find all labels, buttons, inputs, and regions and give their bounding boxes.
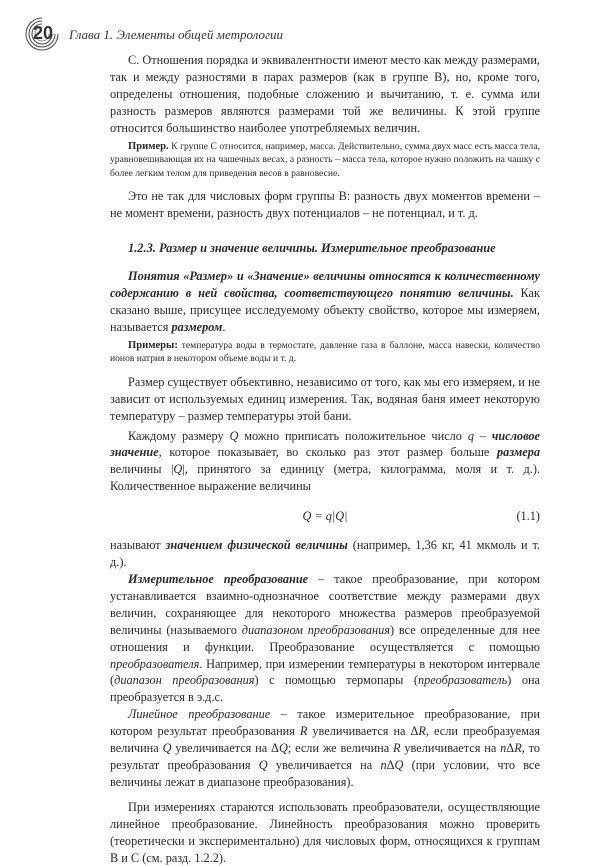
example-note-mass: Пример. К группе С относится, например, масса. Действительно, сумма двух масс есть масса тела, уравновешивающая их на чашечных весах, а разность – масса тела, которое нужно положить на чашку с более легким телом для приведения весов в равновесие. (110, 140, 540, 179)
formula-number: (1.1) (516, 509, 540, 524)
formula-1-1 (110, 501, 540, 531)
formula-expression: Q = q|Q| (302, 509, 348, 524)
paragraph-group-b: Это не так для числовых форм группы В: разность двух моментов времени – не момент времени, разность двух потенциалов – не потенциал, и т. д. (110, 189, 540, 221)
paragraph-size-value: Понятия «Размер» и «Значение» величины относятся к количественному содержанию в ней свойства, соответствующего понятию величины. Как сказано выше, присущее исследуемому объекту свойство, которое мы измеряем, называется размером. (110, 269, 540, 334)
page-header (18, 14, 588, 54)
paragraph-linearity-check: При измерениях стараются использовать преобразователи, осуществляющие линейное преобразование. Линейность преобразования можно проверить (теоретически и экспериментально) для числовых форм, относящихся к группам В и С (см. разд. 1.2.2). (110, 799, 540, 865)
example-note-list: Примеры: температура воды в термостате, давление газа в баллоне, масса навески, количество ионов натрия в некотором объеме воды и т. д. (110, 339, 540, 365)
section-heading: 1.2.3. Размер и значение величины. Измерительное преобразование (128, 241, 496, 256)
paragraph-physical-value: называют значением физической величины (например, 1,36 кг, 41 мкмоль и т. д.). (110, 538, 541, 570)
paragraph-group-c: С. Отношения порядка и эквивалентности имеют место как между размерами, так и между разностями в парах размеров (как в группе В), но, кроме того, определены отношения, подобные сложению и вычитанию, т. е. сумма или разность размеров являются размерами той же величины. К этой группе относится большинство наиболее употребляемых величин. (110, 53, 540, 135)
chapter-title: Глава 1. Элементы общей метрологии (69, 27, 284, 42)
page-body (110, 52, 540, 866)
paragraph-size-objective: Размер существует объективно, независимо от того, как мы его измеряем, и не зависит от используемых единиц измерения. Так, водяная баня имеет некоторую температуру – размер температуры этой бани. (110, 374, 540, 423)
note-label: Пример. (128, 140, 169, 152)
page-number: 20 (32, 23, 54, 43)
paragraph-linear-transform: Линейное преобразование – такое измерительное преобразование, при котором результат преобразования R увеличивается на ΔR, если преобразуемая величина Q увеличивается на ΔQ; если же величина R увеличивается на nΔR, то результат преобразования Q увеличивается на nΔQ (при условии, что все величины лежат в диапазоне преобразования). (110, 707, 541, 789)
paragraph-measuring-transform: Измерительное преобразование – такое преобразование, при котором устанавливается взаимно-однозначное соответствие между размерами двух величин, сохраняющее для некоторого множества размеров преобразуемой величины (называемого диапазоном преобразования) все определенные для нее отношения и функции. Преобразование осуществляется с помощью преобразователя. Например, при измерении температуры в некотором интервале (диапазон преобразования) с помощью термопары (преобразователь) она преобразуется в э.д.с. (110, 572, 541, 705)
paragraph-numeric-value: Каждому размеру Q можно приписать положительное число q – числовое значение, которое показывает, во сколько раз этот размер больше размера величины |Q|, принятого за единицу (метра, килограмма, моля и т. д.). Количественное выражение величины (110, 428, 541, 494)
note-label: Примеры: (128, 339, 178, 351)
